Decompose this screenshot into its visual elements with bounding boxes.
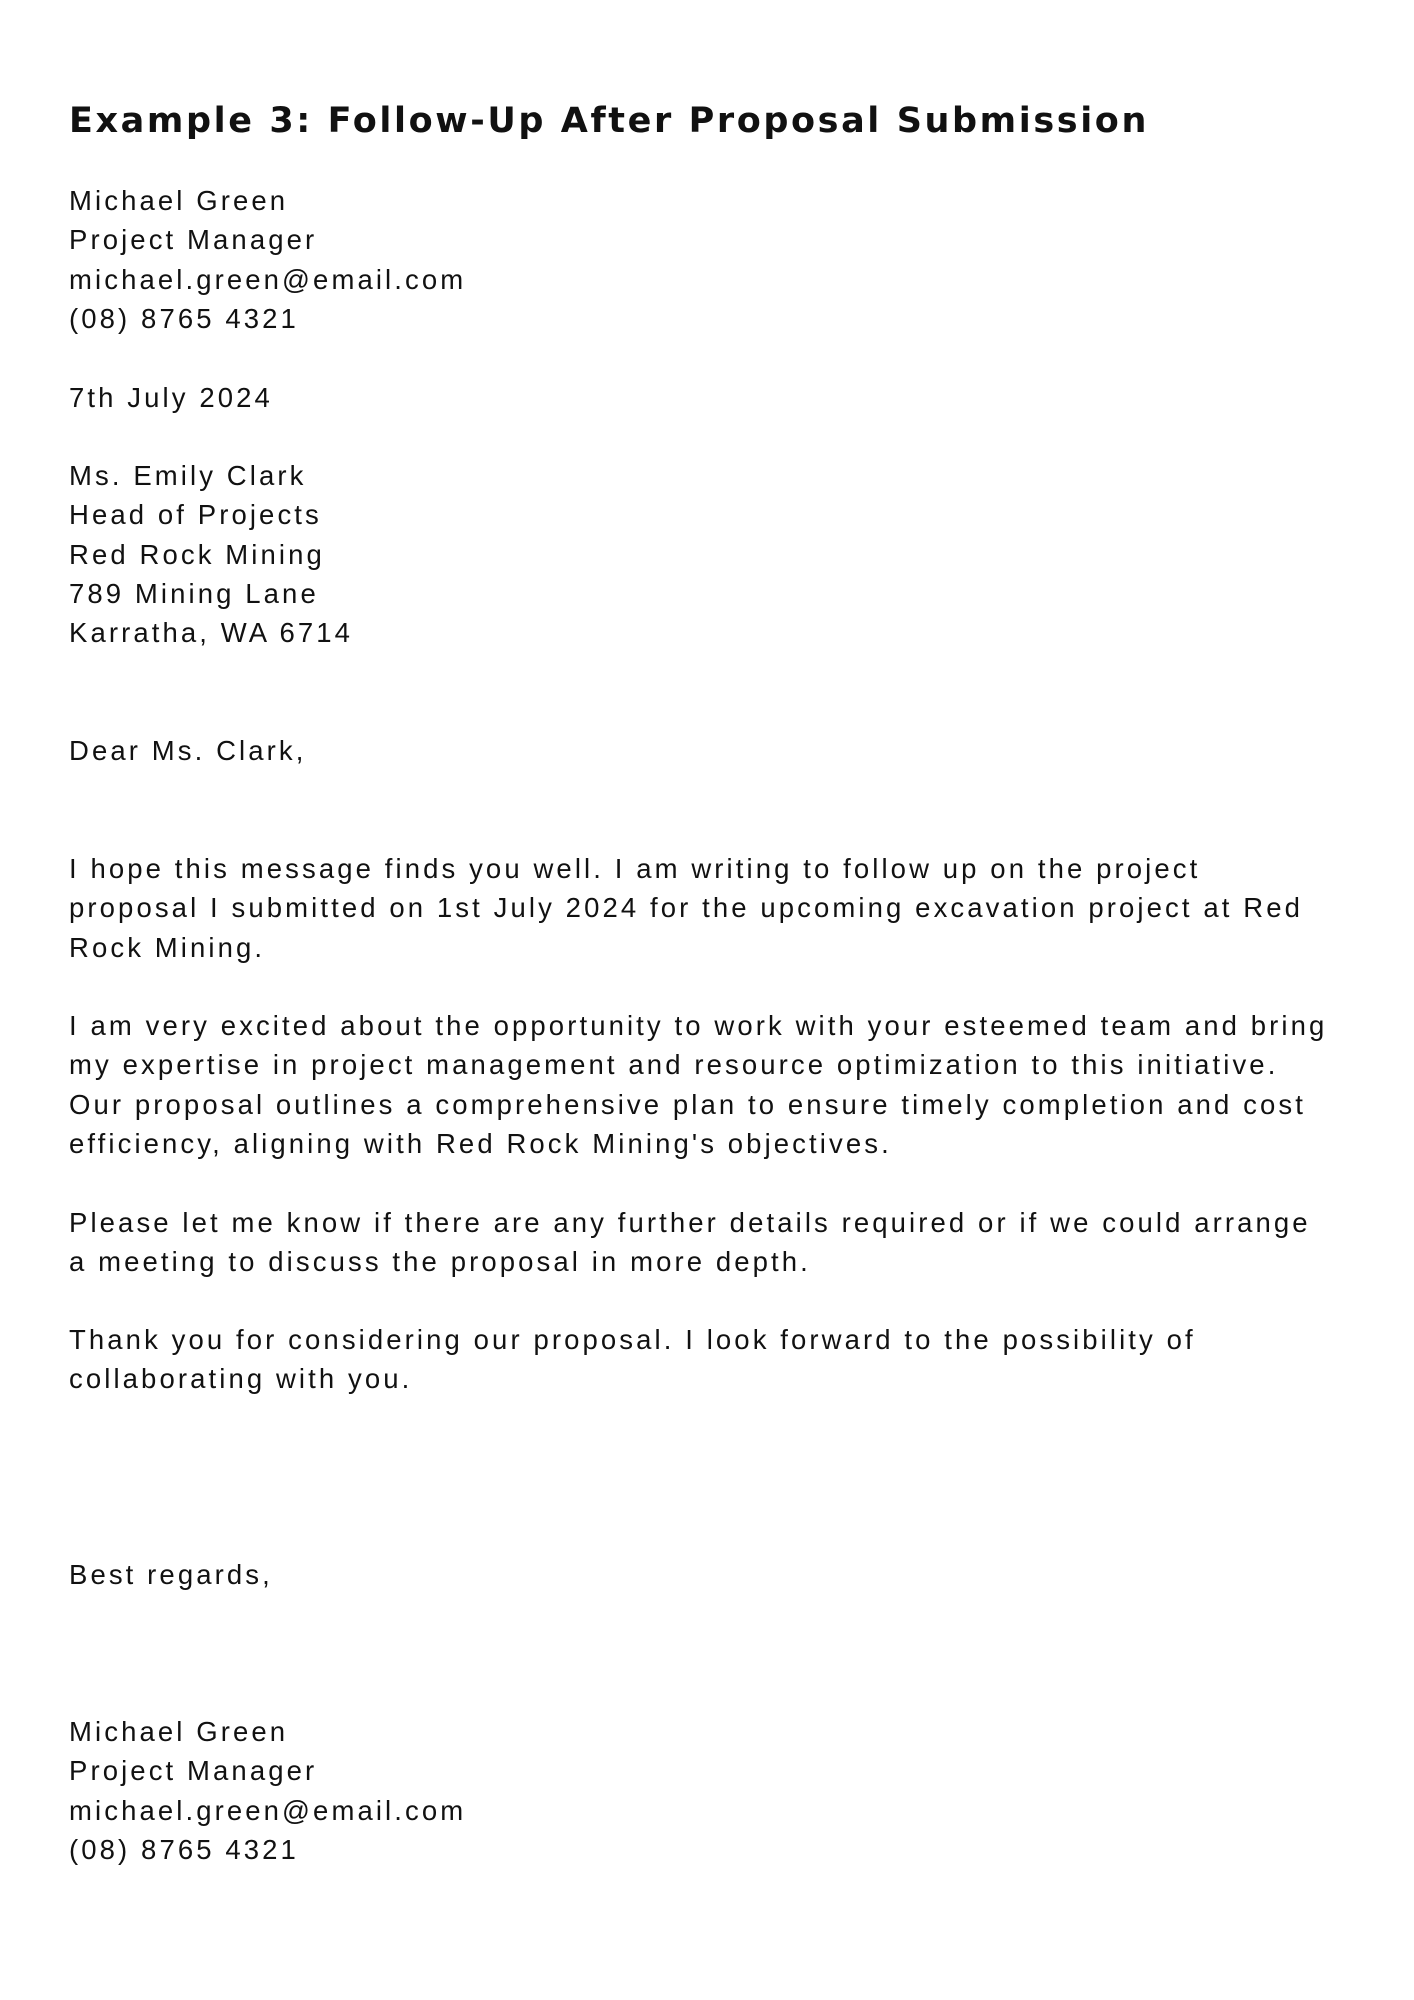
- paragraph-line: proposal I submitted on 1st July 2024 for the upcoming excavation project at Red: [69, 892, 1303, 924]
- body-paragraph-1: [69, 849, 1303, 967]
- paragraph-line: a meeting to discuss the proposal in more depth.: [69, 1246, 811, 1278]
- signature-block: [69, 1712, 466, 1869]
- salutation-text: Dear Ms. Clark,: [69, 735, 307, 766]
- sender-position: Project Manager: [69, 224, 318, 256]
- paragraph-line: collaborating with you.: [69, 1363, 413, 1395]
- signature-position: Project Manager: [69, 1755, 318, 1787]
- sender-phone: (08) 8765 4321: [69, 302, 299, 334]
- paragraph-line: efficiency, aligning with Red Rock Mining's objectives.: [69, 1127, 892, 1159]
- recipient-city: Karratha, WA 6714: [69, 617, 354, 649]
- closing-text: Best regards,: [69, 1559, 273, 1590]
- sender-name: Michael Green: [69, 185, 289, 216]
- sender-block: [69, 181, 466, 338]
- recipient-name: Ms. Emily Clark: [69, 460, 307, 491]
- document-title: Example 3: Follow-Up After Proposal Submission: [69, 101, 1149, 141]
- paragraph-line: my expertise in project management and resource optimization to this initiative.: [69, 1049, 1279, 1081]
- salutation: [69, 731, 307, 770]
- sender-email: michael.green@email.com: [69, 263, 467, 295]
- paragraph-line: Our proposal outlines a comprehensive plan to ensure timely completion and cost: [69, 1088, 1306, 1120]
- recipient-block: [69, 456, 353, 652]
- body-paragraph-3: [69, 1203, 1311, 1282]
- paragraph-line: Please let me know if there are any further details required or if we could arrange: [69, 1207, 1311, 1238]
- recipient-street: 789 Mining Lane: [69, 577, 319, 609]
- paragraph-line: Thank you for considering our proposal. I look forward to the possibility of: [69, 1324, 1196, 1355]
- body-paragraph-2: [69, 1006, 1327, 1163]
- recipient-company: Red Rock Mining: [69, 538, 325, 570]
- letter-date: [69, 378, 273, 417]
- closing: [69, 1555, 273, 1594]
- signature-name: Michael Green: [69, 1716, 289, 1747]
- paragraph-line: I hope this message finds you well. I am writing to follow up on the project: [69, 853, 1201, 884]
- signature-phone: (08) 8765 4321: [69, 1833, 299, 1865]
- recipient-position: Head of Projects: [69, 499, 322, 531]
- signature-email: michael.green@email.com: [69, 1794, 467, 1826]
- body-paragraph-4: [69, 1320, 1196, 1399]
- paragraph-line: Rock Mining.: [69, 931, 266, 963]
- date-text: 7th July 2024: [69, 382, 273, 413]
- paragraph-line: I am very excited about the opportunity to work with your esteemed team and bring: [69, 1010, 1328, 1041]
